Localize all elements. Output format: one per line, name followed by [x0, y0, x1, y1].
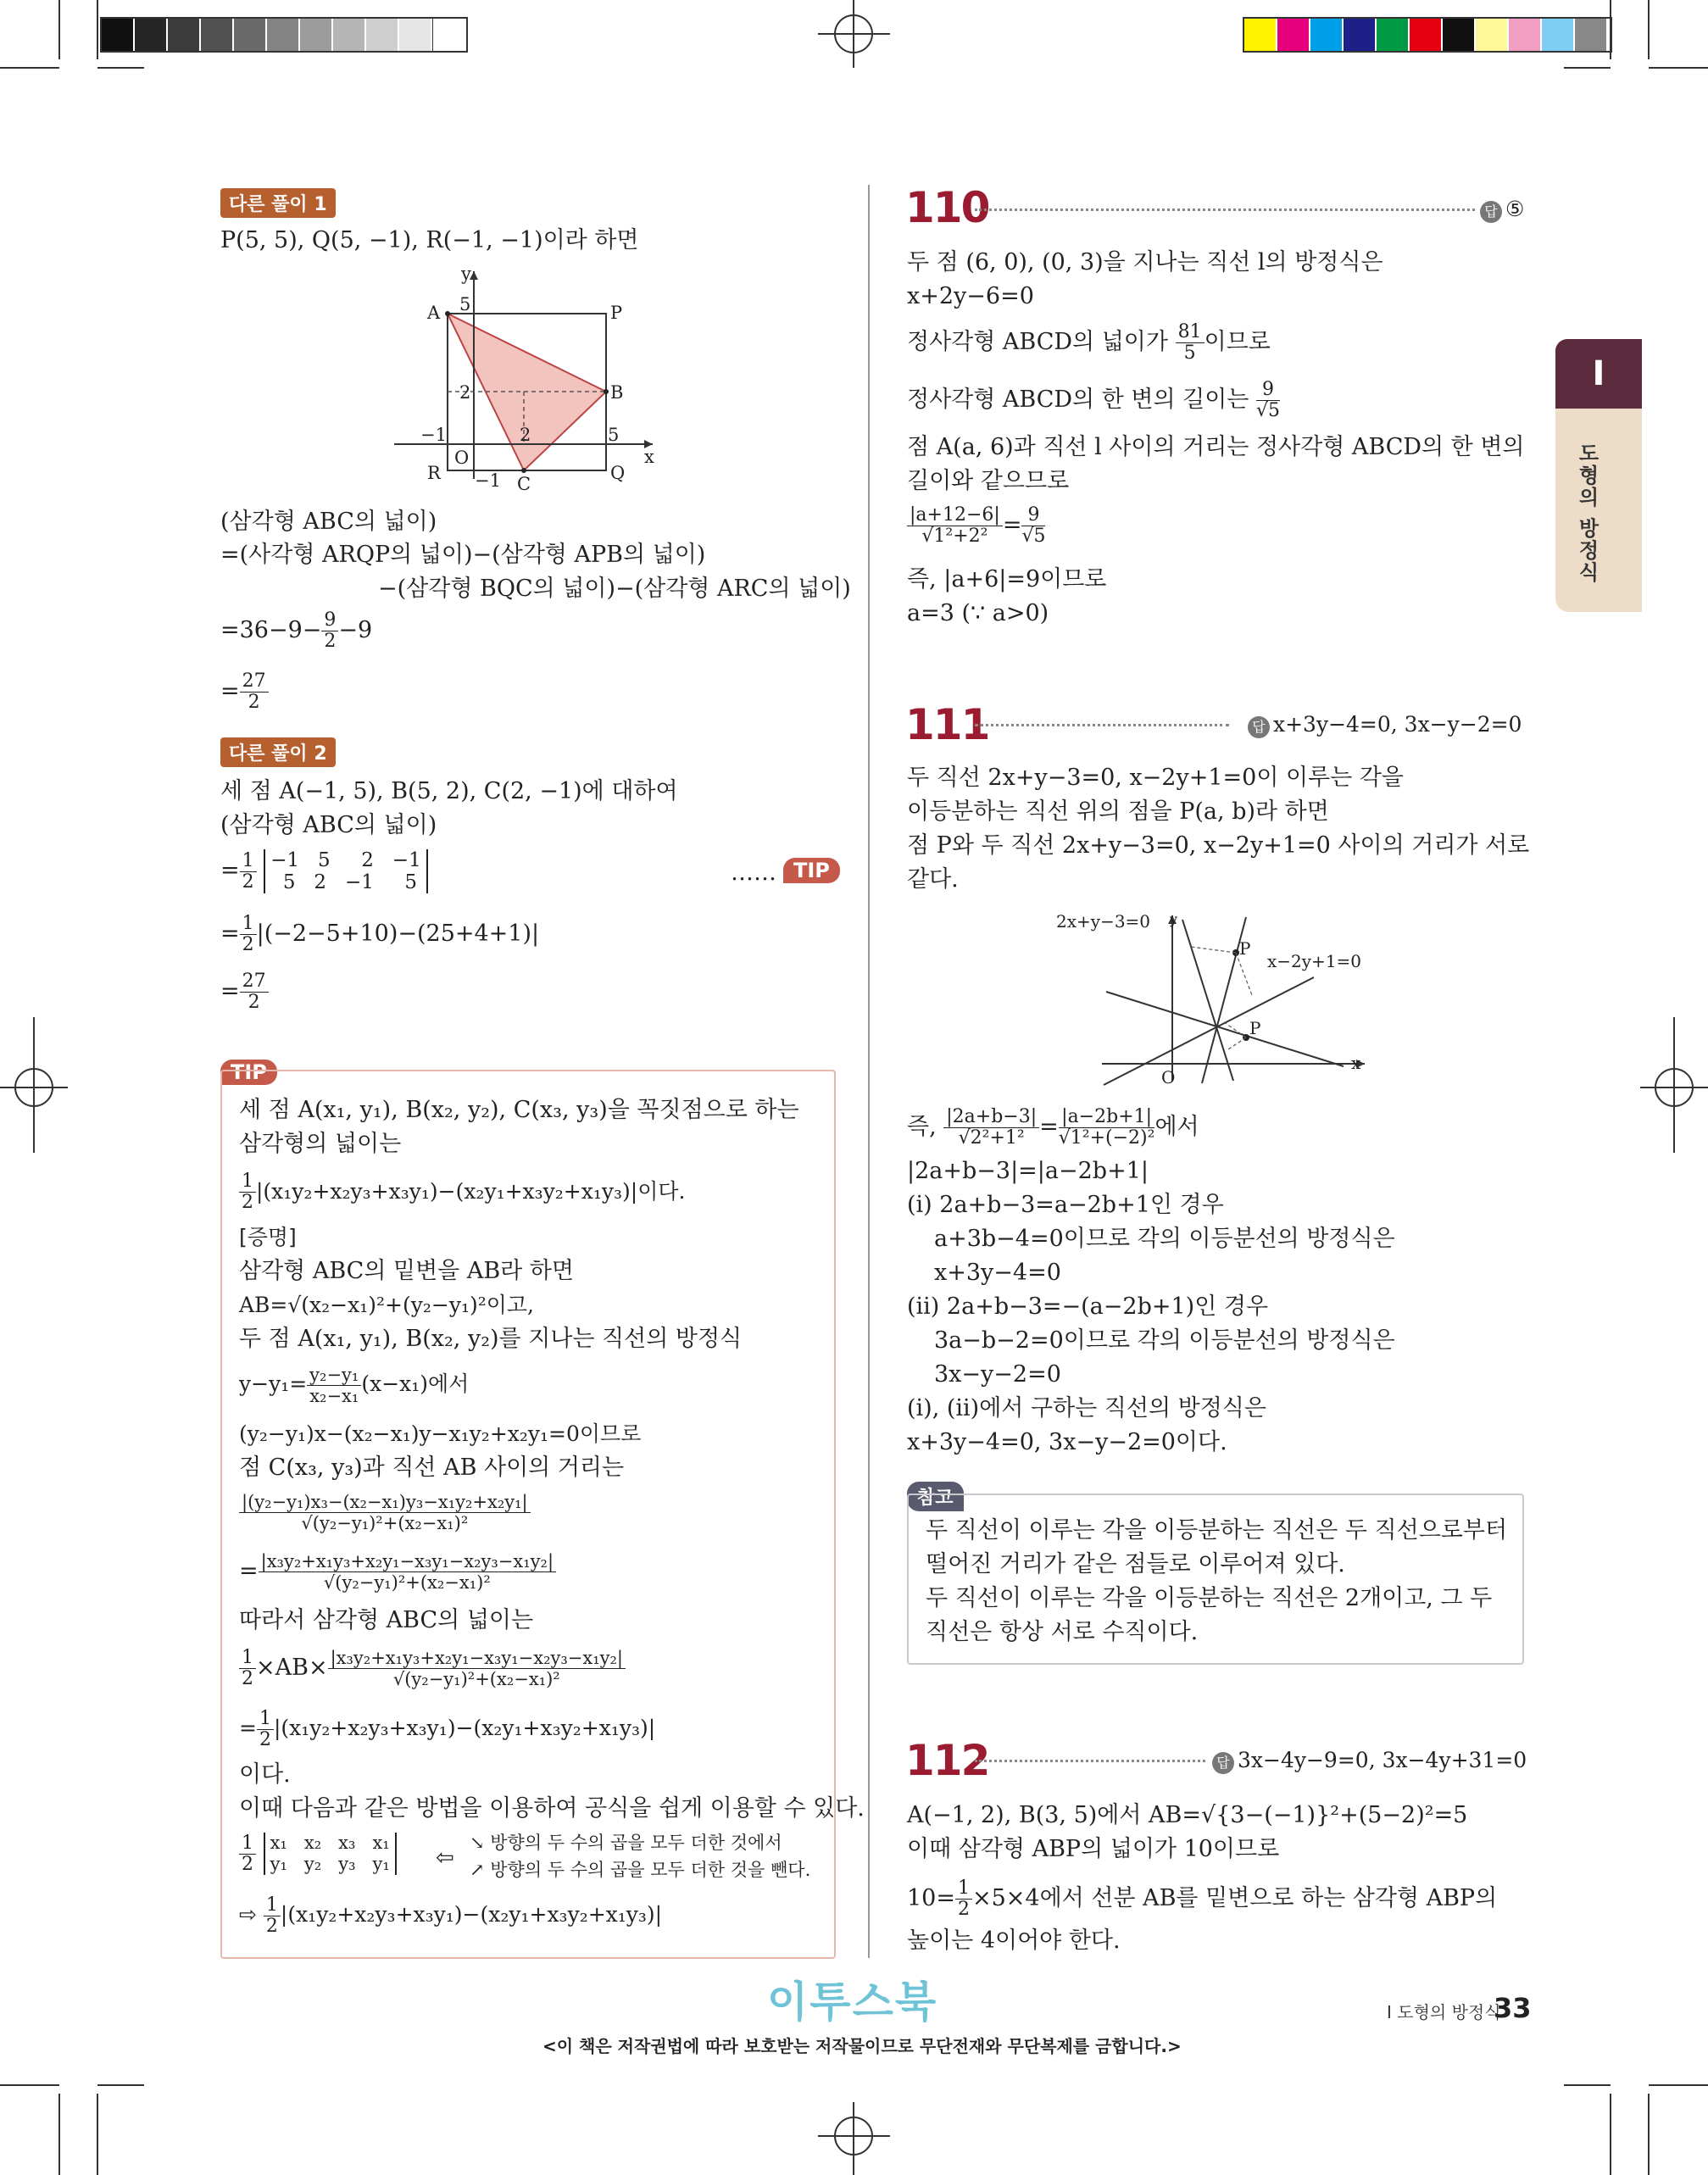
p110-line1: 두 점 (6, 0), (0, 3)을 지나는 직선 l의 방정식은 [907, 249, 1383, 275]
altsol1-setup: P(5, 5), Q(5, −1), R(−1, −1)이라 하면 [220, 227, 639, 253]
tip-line14: $\frac{1}{2}$ ×AB× $\frac{\text{|x₃y₂+x₁y₃+x₂y₁−x₃y₁−x₂y₃−x₁y₂|}}{\text{√(y₂−y₁)²+(x₂−x₁)²}}$ [239, 1648, 626, 1689]
note-box [907, 1494, 1524, 1665]
tip-line7: 두 점 A(x₁, y₁), B(x₂, y₂)를 지나는 직선의 방정식 [239, 1326, 743, 1352]
p111-line2: 이등분하는 직선 위의 점을 P(a, b)라 하면 [907, 798, 1329, 825]
problem-111-leader [975, 724, 1229, 726]
graph-line1-label: 2x+y−3=0 [1056, 911, 1151, 932]
p111-line6: |2a+b−3|=|a−2b+1| [907, 1158, 1149, 1184]
p111-line9: x+3y−4=0 [934, 1260, 1061, 1286]
tip-line6: AB=√(x₂−x₁)²+(y₂−y₁)²이고, [239, 1293, 534, 1317]
altsol1-line4: =36−9− $\frac{9}{2}$ −9 [220, 609, 373, 652]
p111-line5: 즉, $\frac{|2a+b-3|}{\text{√2²+1²}}$ = $\frac{|a-2b+1|}{\text{√1²+(−2)²}}$ 에서 [907, 1106, 1199, 1149]
altsol1-graph [390, 263, 670, 492]
tip-line16: 이다. [239, 1761, 291, 1788]
altsol2-line4: = $\frac{1}{2}$ |(−2−5+10)−(25+4+1)| [220, 913, 540, 955]
p110-line4: 정사각형 ABCD의 한 변의 길이는 $\frac{9}{√5}$ [907, 379, 1280, 421]
p112-line3: 10= $\frac{1}{2}$ ×5×4에서 선분 AB를 밑변으로 하는 삼각형 ABP의 [907, 1877, 1498, 1920]
p111-line1: 두 직선 2x+y−3=0, x−2y+1=0이 이루는 각을 [907, 765, 1405, 791]
altsol1-line3: −(삼각형 BQC의 넓이)−(삼각형 ARC의 넓이) [378, 576, 851, 602]
altsol2-line3: = $\frac{1}{2}$ −1 5 2 −1 5 2 −1 5 [220, 849, 428, 893]
problem-112-leader [975, 1760, 1205, 1762]
p111-graph [1051, 907, 1390, 1093]
problem-112-number: 112 [905, 1736, 989, 1785]
problem-111-answer: 답 x+3y−4=0, 3x−y−2=0 [1248, 712, 1522, 738]
tip-line17: 이때 다음과 같은 방법을 이용하여 공식을 쉽게 이용할 수 있다. [239, 1795, 865, 1822]
altsol2-tip-badge: TIP [783, 858, 840, 883]
page-number: 33 [1494, 1992, 1532, 2024]
side-tab-chapter [1555, 409, 1642, 612]
altsol2-badge: 다른 풀이 2 [220, 737, 336, 767]
graph-tick-neg1y: −1 [475, 470, 501, 491]
note-line3: 두 직선이 이루는 각을 이등분하는 직선은 2개이고, 그 두 [926, 1585, 1493, 1611]
implies-icon: ⇨ [239, 1902, 257, 1927]
altsol2-line2: (삼각형 ABC의 넓이) [220, 812, 437, 838]
p111-line14: x+3y−4=0, 3x−y−2=0이다. [907, 1429, 1227, 1455]
problem-111-number: 111 [905, 700, 989, 749]
tip-arrow-note2: ↗ 방향의 두 수의 곱을 모두 더한 것을 뺀다. [470, 1860, 811, 1880]
tip-proof-label: [증명] [239, 1225, 297, 1249]
p111-line3: 점 P와 두 직선 2x+y−3=0, x−2y+1=0 사이의 거리가 서로 [907, 832, 1530, 859]
altsol1-line2: =(사각형 ARQP의 넓이)−(삼각형 APB의 넓이) [220, 542, 706, 568]
tip-line18: ⇨ $\frac{1}{2}$ |(x₁y₂+x₂y₃+x₃y₁)−(x₂y₁+x₃y₂+x₁y₃)| [239, 1894, 663, 1937]
answer-mark-icon: 답 [1212, 1752, 1234, 1774]
p110-line2: x+2y−6=0 [907, 283, 1034, 309]
graph-line2-label: x−2y+1=0 [1267, 951, 1362, 971]
note-line4: 직선은 항상 서로 수직이다. [926, 1619, 1199, 1645]
graph-tick-2y: 2 [459, 382, 471, 403]
altsol2-tip-dots: …… [731, 859, 776, 886]
graph-point-q: Q [610, 463, 626, 483]
answer-mark-icon: 답 [1248, 716, 1270, 738]
graph-point-b: B [610, 382, 624, 403]
tip-line1: 세 점 A(x₁, y₁), B(x₂, y₂), C(x₃, y₃)을 꼭짓점으로 하는 [239, 1097, 799, 1123]
tip-line13: 따라서 삼각형 ABC의 넓이는 [239, 1607, 534, 1633]
tip-line15: = $\frac{1}{2}$ |(x₁y₂+x₂y₃+x₃y₁)−(x₂y₁+x₃y₂+x₁y₃)| [239, 1708, 656, 1750]
tip-line12: = $\frac{\text{|x₃y₂+x₁y₃+x₂y₁−x₃y₁−x₂y₃−x₁y₂|}}{\text{√(y₂−y₁)²+(x₂−x₁)²}}$ [239, 1551, 556, 1593]
graph-point-c: C [517, 474, 531, 492]
tip-box-badge: TIP [220, 1060, 277, 1085]
graph-point-p1: P [1239, 938, 1251, 959]
altsol2-line5: = $\frac{27}{2}$ [220, 971, 269, 1013]
altsol1-line5: = $\frac{27}{2}$ [220, 671, 269, 713]
graph-tick-2x: 2 [520, 425, 531, 445]
altsol2-line1: 세 점 A(−1, 5), B(5, 2), C(2, −1)에 대하여 [220, 778, 678, 804]
publisher-logo: 이투스북 [767, 1978, 938, 2027]
graph-point-a: A [427, 303, 441, 323]
side-tab-roman: I [1555, 339, 1642, 409]
graph-origin: O [454, 448, 470, 468]
p111-line12: 3x−y−2=0 [934, 1361, 1061, 1388]
graph-point-r: R [427, 463, 441, 483]
side-tab-chapter-label: 도형의 방정식 [1575, 442, 1599, 584]
tip-line8: y−y₁= $\frac{\text{y₂−y₁}}{\text{x₂−x₁}}$ (x−x₁)에서 [239, 1365, 470, 1406]
p111-line13: (i), (ii)에서 구하는 직선의 방정식은 [907, 1395, 1266, 1421]
note-line2: 떨어진 거리가 같은 점들로 이루어져 있다. [926, 1551, 1345, 1577]
graph-y-label: y [1170, 911, 1178, 927]
tip-line11: $\frac{\text{|(y₂−y₁)x₃−(x₂−x₁)y₃−x₁y₂+x₂y₁|}}{\text{√(y₂−y₁)²+(x₂−x₁)²}}$ [239, 1492, 531, 1533]
graph-tick-neg1x: −1 [420, 425, 447, 445]
p110-line7: $\frac{|a+12-6|}{\text{√1²+2²}}$ = $\frac{9}{√5}$ [907, 505, 1045, 547]
answer-mark-icon: 답 [1480, 201, 1502, 223]
note-line1: 두 직선이 이루는 각을 이등분하는 직선은 두 직선으로부터 [926, 1517, 1508, 1544]
p110-line6: 길이와 같으므로 [907, 468, 1070, 494]
p111-line8: a+3b−4=0이므로 각의 이등분선의 방정식은 [934, 1226, 1395, 1252]
graph-y-label: y [461, 264, 471, 284]
p110-line3: 정사각형 ABCD의 넓이가 $\frac{81}{5}$ 이므로 [907, 321, 1271, 364]
graph-point-p2: P [1249, 1018, 1261, 1038]
tip-line5: 삼각형 ABC의 밑변을 AB라 하면 [239, 1258, 574, 1284]
graph-tick-5y: 5 [459, 294, 471, 314]
tip-box [220, 1070, 865, 1959]
problem-110-number: 110 [905, 183, 989, 232]
tip-line10: 점 C(x₃, y₃)과 직선 AB 사이의 거리는 [239, 1455, 625, 1481]
graph-origin: O [1161, 1067, 1176, 1088]
p111-line4: 같다. [907, 866, 959, 893]
p111-line7: (i) 2a+b−3=a−2b+1인 경우 [907, 1192, 1224, 1218]
tip-matrix: $\frac{1}{2}$ x₁ x₂ x₃ x₁ y₁ y₂ y₃ y₁ [239, 1833, 397, 1875]
graph-tick-5x: 5 [608, 425, 620, 445]
problem-110-answer: 답 ⑤ [1480, 197, 1524, 223]
graph-point-p: P [610, 303, 623, 323]
altsol1-badge: 다른 풀이 1 [220, 188, 336, 218]
p111-line10: (ii) 2a+b−3=−(a−2b+1)인 경우 [907, 1293, 1269, 1320]
p112-line4: 높이는 4이어야 한다. [907, 1927, 1121, 1954]
copyright-notice: <이 책은 저작권법에 따라 보호받는 저작물이므로 무단전재와 무단복제를 금합니다.> [542, 2036, 1182, 2056]
p112-line2: 이때 삼각형 ABP의 넓이가 10이므로 [907, 1836, 1280, 1862]
tip-line2: 삼각형의 넓이는 [239, 1131, 402, 1157]
p110-line8: 즉, |a+6|=9이므로 [907, 566, 1107, 592]
altsol1-line1: (삼각형 ABC의 넓이) [220, 509, 437, 535]
p112-line1: A(−1, 2), B(3, 5)에서 AB=√{3−(−1)}²+(5−2)²=5 [907, 1802, 1468, 1828]
p111-line11: 3a−b−2=0이므로 각의 이등분선의 방정식은 [934, 1327, 1395, 1354]
footer-chapter: I 도형의 방정식 [1387, 2002, 1501, 2022]
graph-x-label: x [1351, 1053, 1361, 1073]
tip-line3: $\frac{1}{2}$ |(x₁y₂+x₂y₃+x₃y₁)−(x₂y₁+x₃y₂+x₁y₃)|이다. [239, 1171, 685, 1213]
note-badge: 참고 [907, 1482, 964, 1511]
tip-arrow-icon: ⇦ [436, 1845, 454, 1871]
problem-110-leader [975, 209, 1475, 211]
graph-x-label: x [644, 447, 654, 467]
tip-line9: (y₂−y₁)x−(x₂−x₁)y−x₁y₂+x₂y₁=0이므로 [239, 1421, 642, 1446]
p110-line5: 점 A(a, 6)과 직선 l 사이의 거리는 정사각형 ABCD의 한 변의 [907, 434, 1525, 460]
tip-arrow-note1: ↘ 방향의 두 수의 곱을 모두 더한 것에서 [470, 1833, 782, 1853]
problem-112-answer: 답 3x−4y−9=0, 3x−4y+31=0 [1212, 1748, 1527, 1774]
p110-line9: a=3 (∵ a>0) [907, 600, 1049, 626]
